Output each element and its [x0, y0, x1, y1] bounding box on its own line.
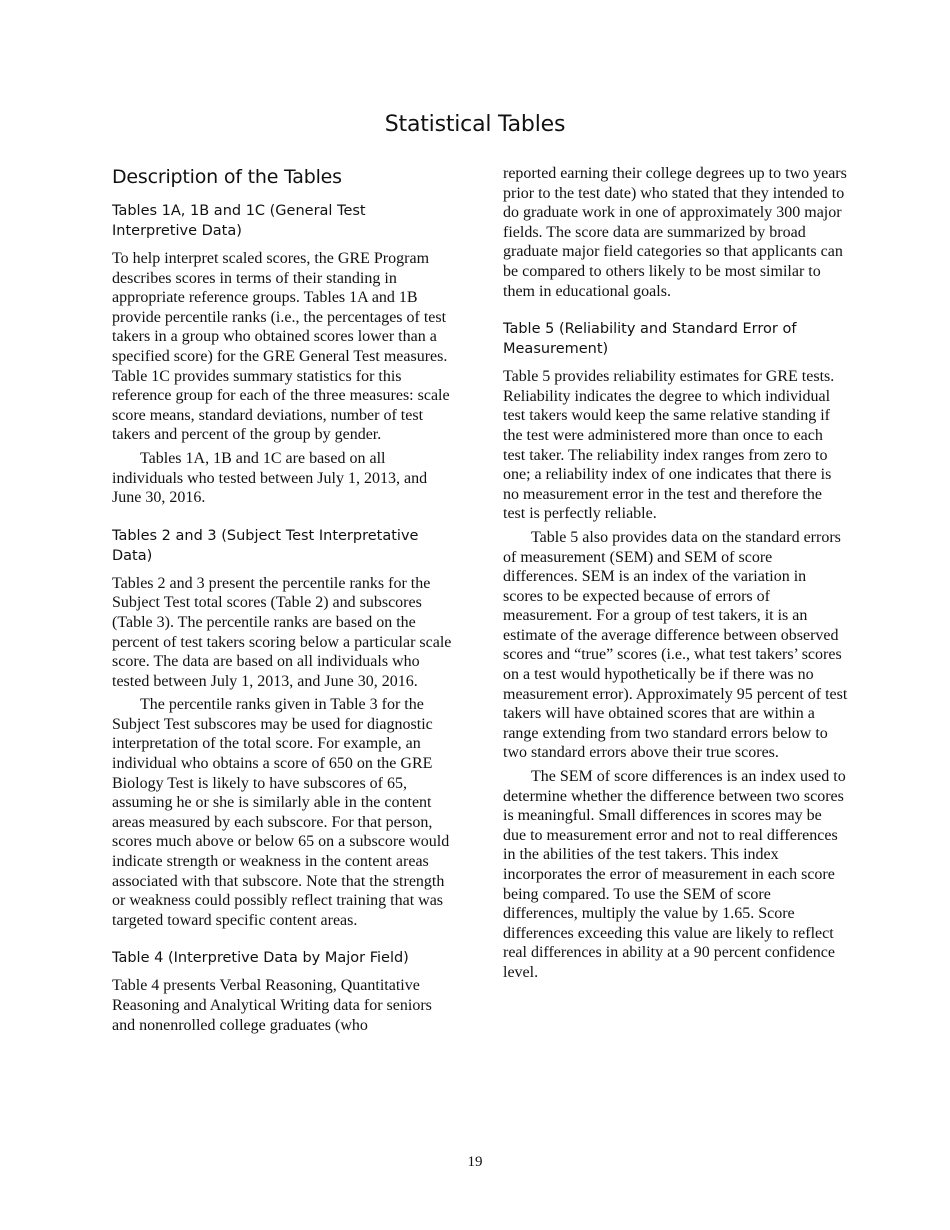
- paragraph-table-4-start: Table 4 presents Verbal Reasoning, Quantitative Reasoning and Analytical Writing data for seniors and nonenrolled college graduates (who: [112, 977, 432, 1034]
- left-column: [112, 164, 452, 1035]
- heading-tables-1: Tables 1A, 1B and 1C (General Test Interpretive Data): [112, 203, 366, 239]
- paragraph-table-5-sem-differences: The SEM of score differences is an index used to determine whether the difference between two scores is meaningful. Small differences in scores may be due to measurement error and not to real differences in the abilities of the test takers. This index incorporates the error of measurement in each score being compared. To use the SEM of score differences, multiply the value by 1.65. Score differences exceeding this value are likely to reflect real differences in ability at a 90 percent confidence level.: [503, 768, 846, 981]
- paragraph-table-5-reliability: Table 5 provides reliability estimates for GRE tests. Reliability indicates the degree to which individual test takers would keep the same relative standing if the test were administered more than once to each test taker. The reliability index ranges from zero to one; a reliability index of one indicates that there is no measurement error in the test and therefore the test is perfectly reliable.: [503, 368, 835, 523]
- section-heading-description: Description of the Tables: [112, 166, 342, 188]
- paragraph-tables-1-intro: To help interpret scaled scores, the GRE Program describes scores in terms of their standing in appropriate reference groups. Tables 1A and 1B provide percentile ranks (i.e., the percentages of test takers in a group who obtained scores lower than a specified score) for the GRE General Test measures. Table 1C provides summary statistics for this reference group for each of the three measures: scale score means, standard deviations, number of test takers and percent of the group by gender.: [112, 250, 450, 444]
- paragraph-table-5-sem: Table 5 also provides data on the standard errors of measurement (SEM) and SEM of score differences. SEM is an index of the variation in scores to be expected because of errors of measurement. For a group of test takers, it is an estimate of the average difference between observed scores and “true” scores (i.e., what test takers’ scores on a test would hypothetically be if there was no measurement error). Approximately 95 percent of test takers will have obtained scores that are within a range extending from two standard errors below to two standard errors above their true scores.: [503, 528, 848, 762]
- right-column: [503, 164, 848, 983]
- heading-tables-2-3: Tables 2 and 3 (Subject Test Interpretative Data): [112, 527, 419, 564]
- page-number: 19: [467, 1154, 483, 1170]
- heading-table-5: Table 5 (Reliability and Standard Error of Measurement): [503, 321, 797, 358]
- paragraph-tables-2-3-subscores: The percentile ranks given in Table 3 for the Subject Test subscores may be used for diagnostic interpretation of the total score. For example, an individual who obtains a score of 650 on the GRE Biology Test is likely to have subscores of 65, assuming he or she is similarly able in the content areas measured by each subscore. For that person, scores much above or below 65 on a subscore would indicate strength or weakness in the content areas associated with that subscore. Note that the strength or weakness could possibly reflect training that was targeted toward specific content areas.: [112, 696, 450, 929]
- page-title: Statistical Tables: [384, 112, 566, 137]
- paragraph-tables-2-3-intro: Tables 2 and 3 present the percentile ranks for the Subject Test total scores (Table 2) and subscores (Table 3). The percentile ranks are based on the percent of test takers scoring below a particular scale score. The data are based on all individuals who tested between July 1, 2013, and June 30, 2016.: [112, 574, 452, 690]
- paragraph-tables-1-dates: Tables 1A, 1B and 1C are based on all individuals who tested between July 1, 2013, and June 30, 2016.: [112, 449, 428, 507]
- heading-table-4: Table 4 (Interpretive Data by Major Field): [112, 950, 409, 967]
- paragraph-table-4-continued: reported earning their college degrees up to two years prior to the test date) who stated that they intended to do graduate work in one of approximately 300 major fields. The score data are summarized by broad graduate major field categories so that applicants can be compared to others likely to be most similar to them in educational goals.: [503, 165, 847, 300]
